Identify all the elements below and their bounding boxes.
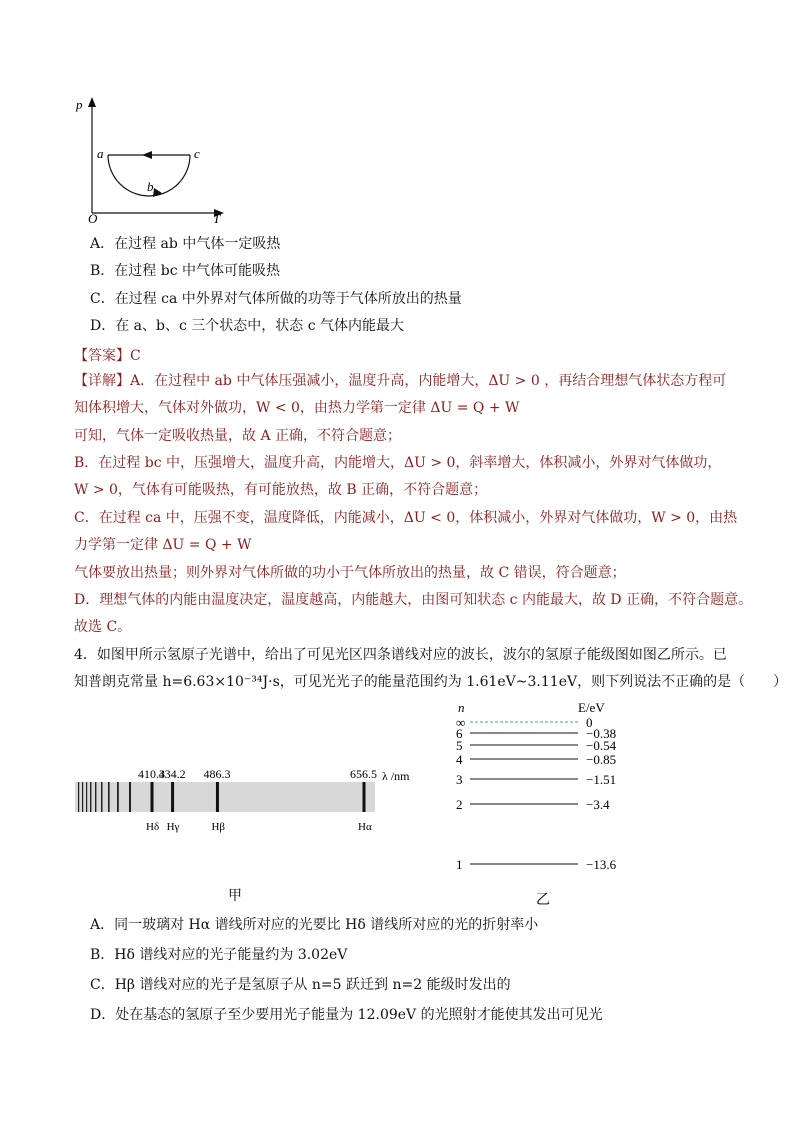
- q4-option-b: B．Hδ 谱线对应的光子能量约为 3.02eV: [90, 947, 348, 963]
- level-n-6: 1: [456, 857, 463, 872]
- point-a-label: a: [97, 146, 104, 161]
- spectrum-line-0: [151, 782, 154, 812]
- point-b-label: b: [147, 179, 154, 194]
- q3-option-c: C．在过程 ca 中外界对气体所做的功等于气体所放出的热量: [90, 291, 462, 307]
- spectrum-unit: λ /nm: [382, 769, 410, 783]
- level-n-3: 4: [456, 752, 463, 767]
- explanation-line: B．在过程 bc 中，压强增大，温度升高，内能增大，ΔU > 0，斜率增大，体积减小，外界对气体做功，: [74, 455, 722, 471]
- level-energy-6: −13.6: [586, 857, 617, 872]
- origin-label: O: [88, 211, 98, 225]
- spectrum-wavelength-2: 486.3: [203, 767, 231, 781]
- q4-option-c: C．Hβ 谱线对应的光子是氢原子从 n=5 跃迁到 n=2 能级时发出的: [90, 977, 511, 993]
- q4-stem-line: 4．如图甲所示氢原子光谱中，给出了可见光区四条谱线对应的波长，波尔的氢原子能级图如图乙所示。已: [74, 647, 727, 663]
- spectrum-caption: 甲: [228, 889, 242, 904]
- energy-level-figure: [440, 698, 640, 908]
- level-n-5: 2: [456, 797, 463, 812]
- level-n-4: 3: [456, 772, 463, 787]
- spectrum-wavelength-0: 410.3: [138, 767, 165, 781]
- level-energy-5: −3.4: [586, 797, 610, 812]
- spectrum-line-name-2: Hβ: [211, 821, 225, 833]
- spectrum-line-name-0: Hδ: [146, 821, 160, 833]
- explanation-line: 力学第一定律 ΔU = Q + W: [74, 537, 252, 553]
- explanation-line: W > 0，气体有可能吸热，有可能放热，故 B 正确，不符合题意；: [74, 482, 488, 498]
- q4-stem-line: 知普朗克常量 h=6.63×10⁻³⁴J·s，可见光光子的能量范围约为 1.61eV~3.11eV，则下列说法不正确的是（ ）: [74, 674, 788, 690]
- spectrum-wavelength-1: 434.2: [158, 767, 186, 781]
- answer-label: 【答案】C: [74, 348, 141, 364]
- explanation-line: C．在过程 ca 中，压强不变，温度降低，内能减小，ΔU < 0，体积减小，外界对气体做功，W > 0，由热: [74, 510, 738, 526]
- spectrum-wavelength-3: 656.5: [350, 767, 377, 781]
- pt-graph: [70, 95, 240, 225]
- explanation-line: 故选 C。: [74, 619, 132, 635]
- q4-option-d: D．处在基态的氢原子至少要用光子能量为 12.09eV 的光照射才能使其发出可见光: [90, 1007, 603, 1023]
- explanation-line: 【详解】A．在过程中 ab 中气体压强减小，温度升高，内能增大，ΔU > 0 ，再结合理想气体状态方程可: [74, 373, 727, 389]
- explanation-line: D．理想气体的内能由温度决定，温度越高，内能越大，由图可知状态 c 内能最大，故 D 正确，不符合题意。: [74, 592, 753, 608]
- axis-y-label: p: [76, 97, 83, 112]
- level-energy-0: 0: [586, 715, 593, 730]
- e-label: E/eV: [578, 700, 605, 715]
- explanation-line: 气体要放出热量；则外界对气体所做的功小于气体所放出的热量，故 C 错误，符合题意；: [74, 565, 626, 581]
- q3-option-a: A．在过程 ab 中气体一定吸热: [90, 236, 281, 252]
- spectrum-line-1: [171, 782, 174, 812]
- point-c-label: c: [194, 146, 200, 161]
- spectrum-figure: [70, 760, 420, 910]
- level-energy-3: −0.85: [586, 752, 617, 767]
- n-label: n: [458, 700, 465, 715]
- level-energy-1: −0.38: [586, 726, 617, 741]
- spectrum-line-2: [216, 782, 219, 812]
- level-n-1: 6: [456, 726, 463, 741]
- explanation-line: 可知，气体一定吸收热量，故 A 正确，不符合题意；: [74, 428, 402, 444]
- q3-option-d: D．在 a、b、c 三个状态中，状态 c 气体内能最大: [90, 318, 405, 334]
- explanation-line: 知体积增大，气体对外做功，W < 0，由热力学第一定律 ΔU = Q + W: [74, 400, 520, 416]
- spectrum-band: [75, 782, 375, 812]
- q4-option-a: A．同一玻璃对 Hα 谱线所对应的光要比 Hδ 谱线所对应的光的折射率小: [90, 917, 539, 933]
- spectrum-line-name-3: Hα: [358, 821, 372, 833]
- levels-caption: 乙: [536, 893, 550, 908]
- spectrum-line-name-1: Hγ: [166, 821, 180, 833]
- spectrum-line-3: [363, 782, 366, 812]
- level-n-0: ∞: [456, 715, 466, 730]
- level-energy-4: −1.51: [586, 772, 617, 787]
- level-energy-2: −0.54: [586, 738, 617, 753]
- q3-option-b: B．在过程 bc 中气体可能吸热: [90, 263, 280, 279]
- level-n-2: 5: [456, 738, 463, 753]
- axis-x-label: T: [213, 211, 221, 225]
